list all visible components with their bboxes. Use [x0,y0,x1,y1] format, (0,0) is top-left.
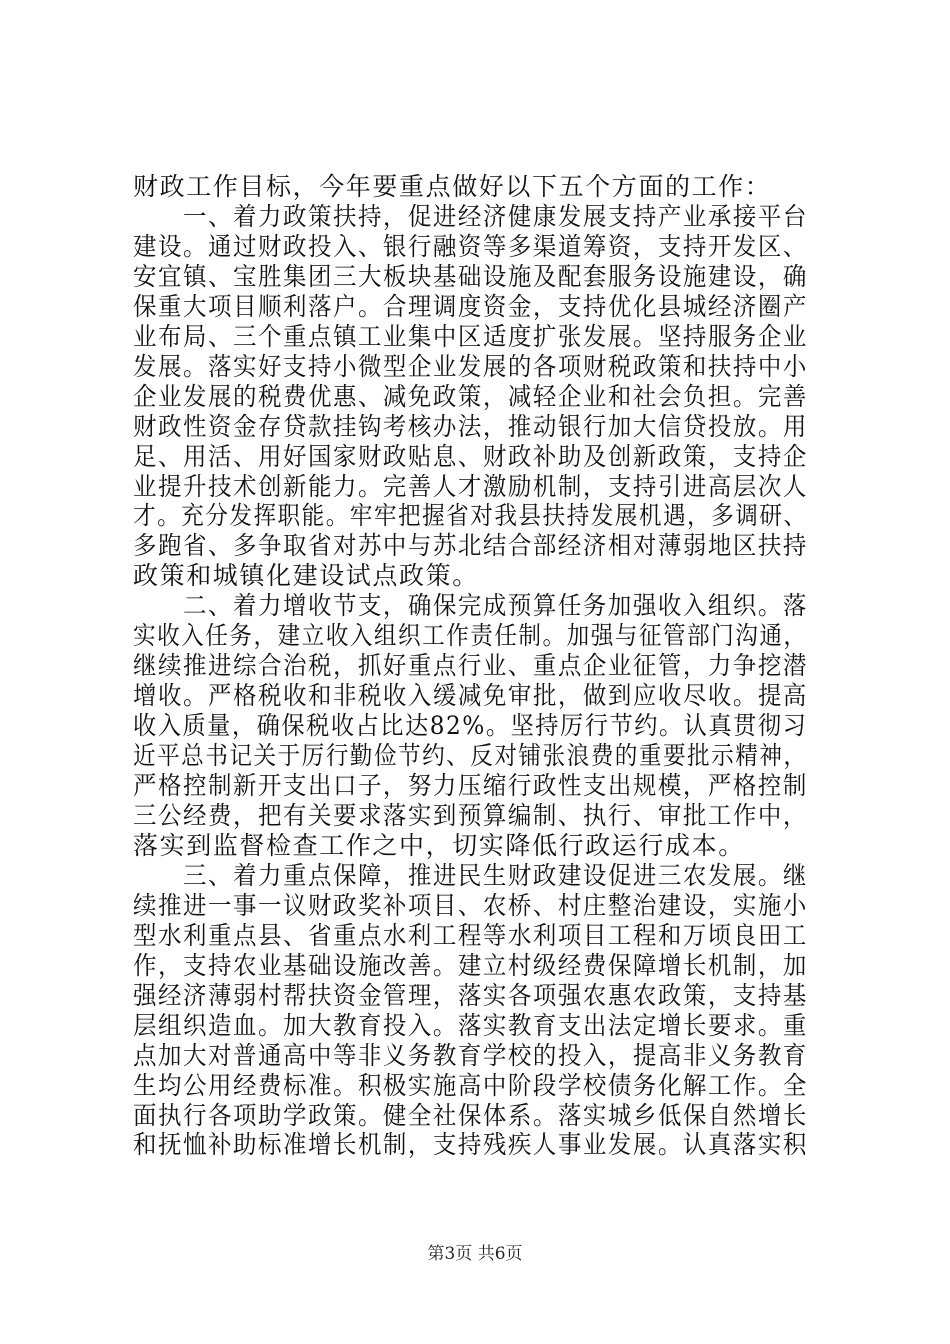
paragraph-line: 续推进一事一议财政奖补项目、农桥、村庄整治建设，实施小 [133,890,808,920]
paragraph-line: 收入质量，确保税收占比达82%。坚持厉行节约。认真贯彻习 [133,711,808,741]
paragraph-line: 财政性资金存贷款挂钩考核办法，推动银行加大信贷投放。用 [133,411,808,441]
paragraph-line: 发展。落实好支持小微型企业发展的各项财税政策和扶持中小 [133,351,808,381]
paragraph-line: 面执行各项助学政策。健全社保体系。落实城乡低保自然增长 [133,1100,808,1130]
paragraph-line: 增收。严格税收和非税收入缓减免审批，做到应收尽收。提高 [133,681,808,711]
paragraph-line: 才。充分发挥职能。牢牢把握省对我县扶持发展机遇，多调研、 [133,501,808,531]
paragraph-line: 多跑省、多争取省对苏中与苏北结合部经济相对薄弱地区扶持 [133,531,808,561]
paragraph-line: 三公经费，把有关要求落实到预算编制、执行、审批工作中， [133,800,808,830]
paragraph-line: 生均公用经费标准。积极实施高中阶段学校债务化解工作。全 [133,1070,808,1100]
paragraph-line: 一、着力政策扶持，促进经济健康发展支持产业承接平台 [133,201,808,231]
paragraph-line: 政策和城镇化建设试点政策。 [133,561,479,591]
paragraph-line: 二、着力增收节支，确保完成预算任务加强收入组织。落 [133,591,808,621]
page-number: 第3页 共6页 [427,1244,523,1264]
paragraph-line: 三、着力重点保障，推进民生财政建设促进三农发展。继 [133,860,808,890]
paragraph-line: 作，支持农业基础设施改善。建立村级经费保障增长机制，加 [133,950,808,980]
paragraph-line: 足、用活、用好国家财政贴息、财政补助及创新政策，支持企 [133,441,808,471]
paragraph-line: 强经济薄弱村帮扶资金管理，落实各项强农惠农政策，支持基 [133,980,808,1010]
paragraph-line: 财政工作目标，今年要重点做好以下五个方面的工作： [133,172,772,201]
paragraph-line: 型水利重点县、省重点水利工程等水利项目工程和万顷良田工 [133,920,808,950]
paragraph-line: 实收入任务，建立收入组织工作责任制。加强与征管部门沟通， [133,621,808,651]
paragraph-line: 近平总书记关于厉行勤俭节约、反对铺张浪费的重要批示精神， [133,741,808,771]
paragraph-line: 严格控制新开支出口子，努力压缩行政性支出规模，严格控制 [133,771,808,801]
paragraph-line: 业布局、三个重点镇工业集中区适度扩张发展。坚持服务企业 [133,321,808,351]
paragraph-line: 建设。通过财政投入、银行融资等多渠道筹资，支持开发区、 [133,231,808,261]
paragraph-line: 和抚恤补助标准增长机制，支持残疾人事业发展。认真落实积 [133,1130,808,1160]
paragraph-line: 企业发展的税费优惠、减免政策，减轻企业和社会负担。完善 [133,381,808,411]
paragraph-line: 保重大项目顺利落户。合理调度资金，支持优化县城经济圈产 [133,291,808,321]
paragraph-line: 落实到监督检查工作之中，切实降低行政运行成本。 [133,830,745,860]
paragraph-line: 层组织造血。加大教育投入。落实教育支出法定增长要求。重 [133,1010,808,1040]
paragraph-line: 继续推进综合治税，抓好重点行业、重点企业征管，力争挖潜 [133,651,808,681]
paragraph-line: 业提升技术创新能力。完善人才激励机制，支持引进高层次人 [133,471,808,501]
paragraph-line: 安宜镇、宝胜集团三大板块基础设施及配套服务设施建设，确 [133,261,808,291]
paragraph-line: 点加大对普通高中等非义务教育学校的投入，提高非义务教育 [133,1040,808,1070]
